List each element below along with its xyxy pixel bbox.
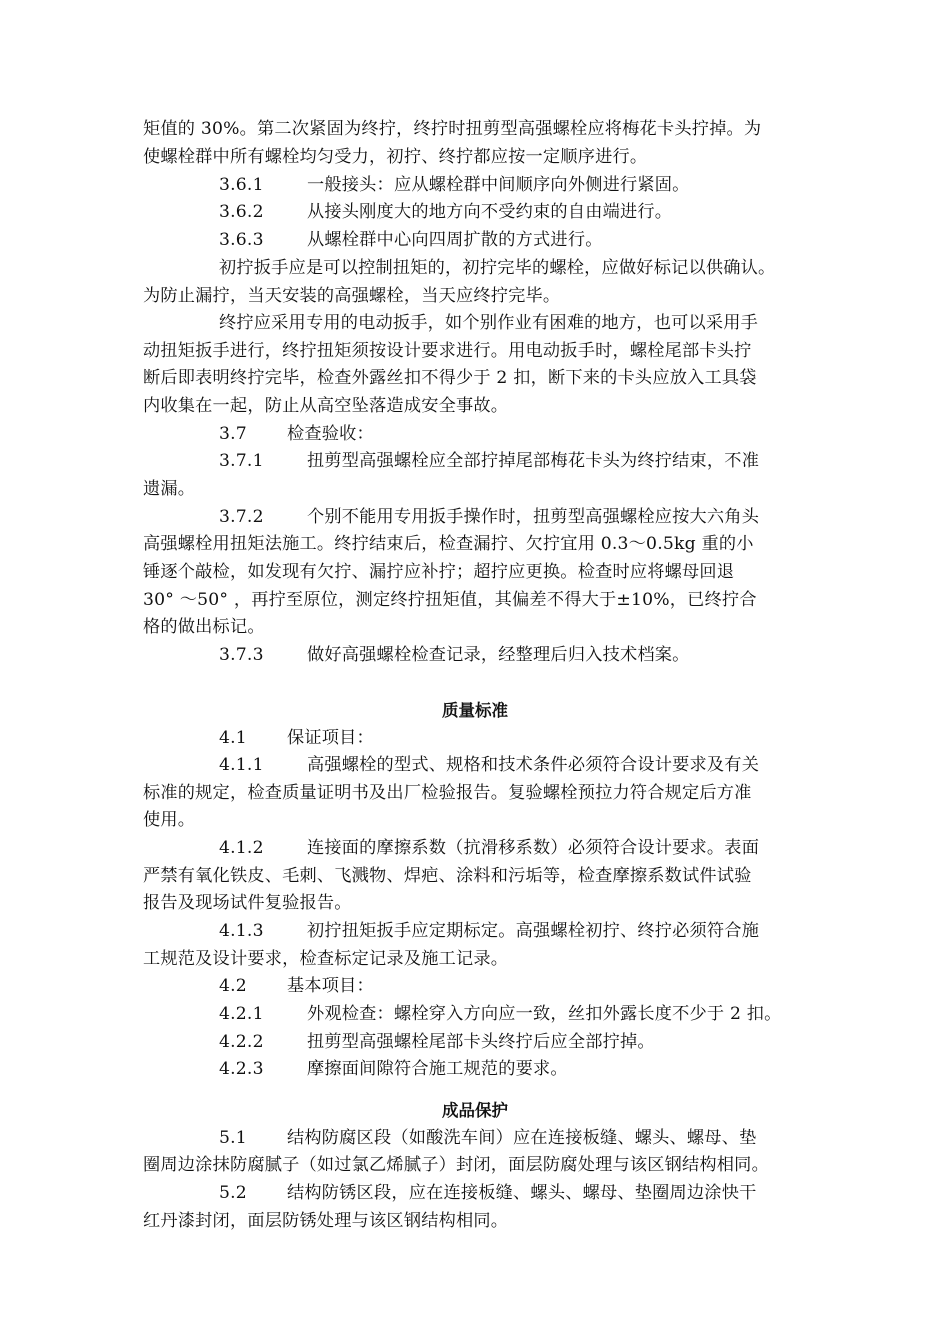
item-number: 3.6.3 [219, 230, 264, 250]
paragraph-line: 为防止漏拧，当天安装的高强螺栓，当天应终拧完毕。 [143, 286, 561, 306]
item-text: 结构防腐区段（如酸洗车间）应在连接板缝、螺头、螺母、垫 [287, 1128, 757, 1148]
item-number: 4.2 [219, 976, 247, 996]
list-item-4-1-3 [219, 918, 889, 945]
item-text: 外观检查：螺栓穿入方向应一致，丝扣外露长度不少于 2 扣。 [307, 1004, 782, 1024]
item-number: 4.1.1 [219, 755, 264, 775]
list-item-3-7-1 [219, 448, 889, 475]
paragraph-line: 标准的规定，检查质量证明书及出厂检验报告。复验螺栓预拉力符合规定后方准 [143, 783, 752, 803]
list-item-3-7-3 [219, 642, 889, 669]
item-text: 初拧扭矩扳手应定期标定。高强螺栓初拧、终拧必须符合施 [307, 921, 760, 941]
item-number: 3.7.3 [219, 645, 264, 665]
item-text: 从接头刚度大的地方向不受约束的自由端进行。 [307, 202, 673, 222]
paragraph-line: 报告及现场试件复验报告。 [143, 893, 352, 913]
list-item-3-7-2 [219, 504, 889, 531]
item-text: 从螺栓群中心向四周扩散的方式进行。 [307, 230, 603, 250]
section-heading-quality: 质量标准 [442, 701, 508, 720]
paragraph-line: 内收集在一起，防止从高空坠落造成安全事故。 [143, 396, 509, 416]
paragraph-line: 高强螺栓用扭矩法施工。终拧结束后，检查漏拧、欠拧宜用 0.3～0.5kg 重的小 [143, 534, 754, 554]
item-text: 连接面的摩擦系数（抗滑移系数）必须符合设计要求。表面 [307, 838, 760, 858]
paragraph-line: 初拧扳手应是可以控制扭矩的，初拧完毕的螺栓，应做好标记以供确认。 [219, 258, 776, 278]
item-text: 扭剪型高强螺栓尾部卡头终拧后应全部拧掉。 [307, 1032, 655, 1052]
list-item-4-2-1 [219, 1001, 889, 1028]
paragraph-line: 严禁有氧化铁皮、毛刺、飞溅物、焊疤、涂料和污垢等，检查摩擦系数试件试验 [143, 866, 752, 886]
list-item-3-6-3 [219, 227, 889, 254]
item-number: 4.2.1 [219, 1004, 264, 1024]
list-item-4-2 [219, 973, 889, 1000]
paragraph-line: 遗漏。 [143, 479, 196, 499]
item-text: 做好高强螺栓检查记录，经整理后归入技术档案。 [307, 645, 690, 665]
item-text: 扭剪型高强螺栓应全部拧掉尾部梅花卡头为终拧结束，不准 [307, 451, 760, 471]
item-text: 检查验收： [287, 424, 374, 444]
item-number: 4.1.3 [219, 921, 264, 941]
paragraph-line: 圈周边涂抹防腐腻子（如过氯乙烯腻子）封闭，面层防腐处理与该区钢结构相同。 [143, 1155, 769, 1175]
list-item-4-1 [219, 725, 889, 752]
item-number: 3.7 [219, 424, 247, 444]
item-number: 4.1.2 [219, 838, 264, 858]
list-item-3-7 [219, 421, 889, 448]
paragraph-line: 终拧应采用专用的电动扳手，如个别作业有困难的地方，也可以采用手 [219, 313, 759, 333]
paragraph-line: 锤逐个敲检，如发现有欠拧、漏拧应补拧；超拧应更换。检查时应将螺母回退 [143, 562, 735, 582]
paragraph-line: 格的做出标记。 [143, 617, 265, 637]
item-text: 摩擦面间隙符合施工规范的要求。 [307, 1059, 568, 1079]
item-number: 4.2.3 [219, 1059, 264, 1079]
list-item-5-1 [219, 1125, 889, 1152]
paragraph-line: 矩值的 30%。第二次紧固为终拧，终拧时扭剪型高强螺栓应将梅花卡头拧掉。为 [143, 119, 762, 139]
list-item-4-2-2 [219, 1029, 889, 1056]
list-item-4-1-2 [219, 835, 889, 862]
item-number: 5.2 [219, 1183, 247, 1203]
item-number: 3.7.2 [219, 507, 264, 527]
item-number: 4.1 [219, 728, 247, 748]
item-text: 高强螺栓的型式、规格和技术条件必须符合设计要求及有关 [307, 755, 760, 775]
paragraph-line: 动扭矩扳手进行，终拧扭矩须按设计要求进行。用电动扳手时，螺栓尾部卡头拧 [143, 341, 752, 361]
item-number: 5.1 [219, 1128, 247, 1148]
paragraph-line: 30° ～50° ，再拧至原位，测定终拧扭矩值，其偏差不得大于±10%，已终拧合 [143, 590, 757, 610]
item-text: 个别不能用专用扳手操作时，扭剪型高强螺栓应按大六角头 [307, 507, 760, 527]
paragraph-line: 红丹漆封闭，面层防锈处理与该区钢结构相同。 [143, 1211, 509, 1231]
list-item-3-6-2 [219, 199, 889, 226]
section-heading-protection: 成品保护 [442, 1101, 508, 1120]
item-text: 一般接头：应从螺栓群中间顺序向外侧进行紧固。 [307, 175, 690, 195]
paragraph-line: 使用。 [143, 810, 196, 830]
item-number: 3.6.2 [219, 202, 264, 222]
paragraph-line: 断后即表明终拧完毕，检查外露丝扣不得少于 2 扣，断下来的卡头应放入工具袋 [143, 368, 757, 388]
item-number: 4.2.2 [219, 1032, 264, 1052]
paragraph-line: 使螺栓群中所有螺栓均匀受力，初拧、终拧都应按一定顺序进行。 [143, 147, 648, 167]
item-text: 基本项目： [287, 976, 374, 996]
list-item-4-1-1 [219, 752, 889, 779]
item-number: 3.6.1 [219, 175, 264, 195]
paragraph-line: 工规范及设计要求，检查标定记录及施工记录。 [143, 949, 509, 969]
item-text: 保证项目： [287, 728, 374, 748]
list-item-5-2 [219, 1180, 889, 1207]
item-number: 3.7.1 [219, 451, 264, 471]
list-item-4-2-3 [219, 1056, 889, 1083]
list-item-3-6-1 [219, 172, 889, 199]
item-text: 结构防锈区段，应在连接板缝、螺头、螺母、垫圈周边涂快干 [287, 1183, 757, 1203]
